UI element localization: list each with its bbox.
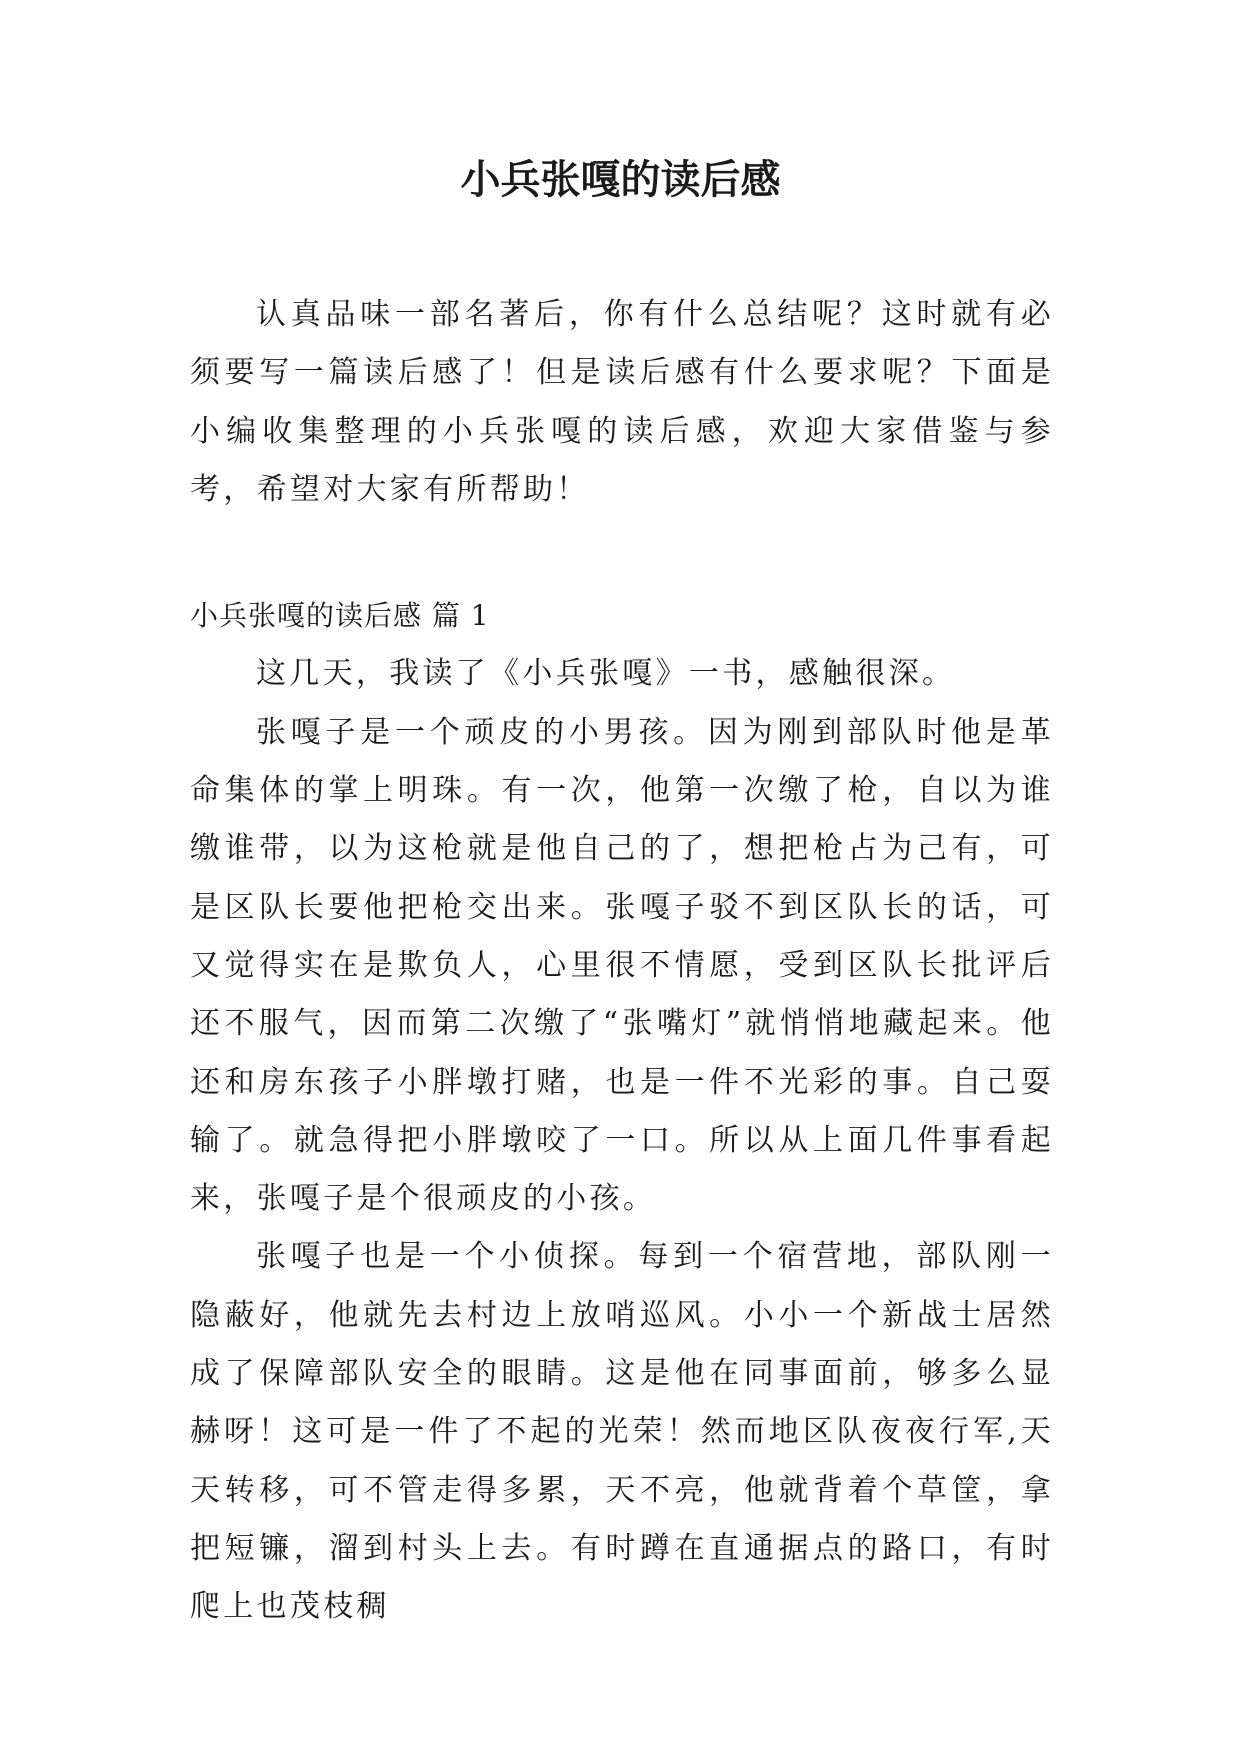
document-body [190,286,1054,1637]
body-paragraph-2: 张嘎子是一个顽皮的小男孩。因为刚到部队时他是革命集体的掌上明珠。有一次，他第一次缴了枪，自以为谁缴谁带，以为这枪就是他自己的了，想把枪占为己有，可是区队长要他把枪交出来。张嘎子驳不到区队长的话，可又觉得实在是欺负人，心里很不情愿，受到区队长批评后还不服气，因而第二次缴了“张嘴灯”就悄悄地藏起来。他还和房东孩子小胖墩打赌，也是一件不光彩的事。自己耍输了。就急得把小胖墩咬了一口。所以从上面几件事看起来，张嘎子是个很顽皮的小孩。 [190,714,1054,1217]
body-paragraph-3: 张嘎子也是一个小侦探。每到一个宿营地，部队刚一隐蔽好，他就先去村边上放哨巡风。小小一个新战士居然成了保障部队安全的眼睛。这是他在同事面前，够多么显赫呀！这可是一件了不起的光荣！然而地区队夜夜行军,天天转移，可不管走得多累，天不亮，他就背着个草筐，拿把短镰，溜到村头上去。有时蹲在直通据点的路口，有时爬上也茂枝稠 [190,1239,1054,1625]
intro-paragraph: 认真品味一部名著后，你有什么总结呢？这时就有必须要写一篇读后感了！但是读后感有什么要求呢？下面是小编收集整理的小兵张嘎的读后感，欢迎大家借鉴与参考，希望对大家有所帮助！ [190,297,1054,507]
document-title: 小兵张嘎的读后感 [460,156,781,203]
body-paragraph-1: 这几天，我读了《小兵张嘎》一书，感触很深。 [256,656,956,692]
section-heading: 小兵张嘎的读后感 篇 1 [190,599,490,633]
